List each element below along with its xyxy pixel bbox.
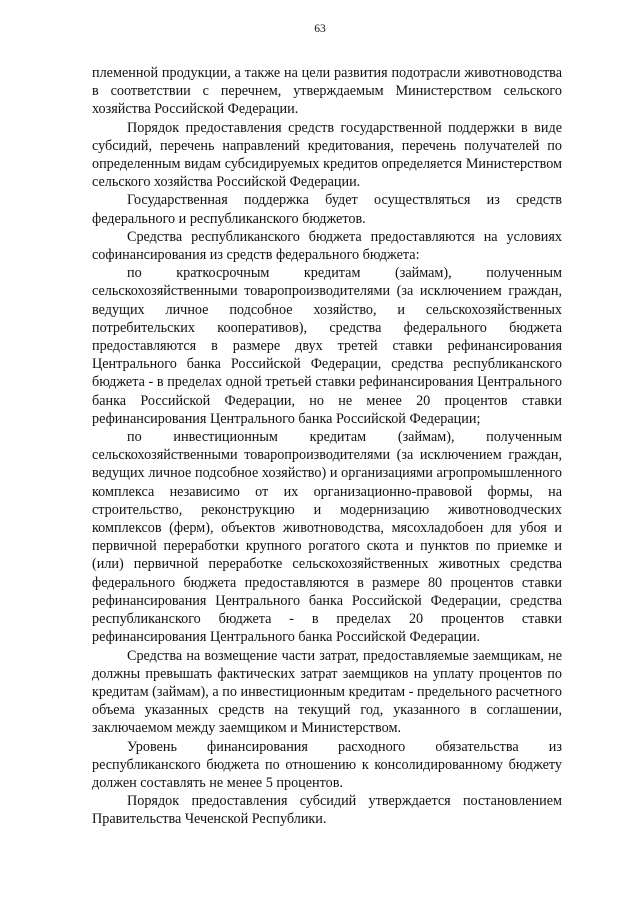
paragraph-5: по краткосрочным кредитам (займам), полученным сельскохозяйственными товаропроизводителями (за исключением граждан, ведущих личное подсобное хозяйство, и сельскохозяйственных потребительских кооперативов), средства федерального бюджета предоставляются в размере двух третей ставки рефинансирования Центрального банка Российской Федерации, средства республиканского бюджета - в пределах одной третьей ставки рефинансирования Центрального банка Российской Федерации, но не менее 20 процентов ставки рефинансирования Центрального банка Российской Федерации; [92,265,562,427]
paragraph-8: Уровень финансирования расходного обязательства из республиканского бюджета по отношению к консолидированному бюджету должен составлять не менее 5 процентов. [92,738,562,791]
paragraph-6: по инвестиционным кредитам (займам), полученным сельскохозяйственными товаропроизводителями (за исключением граждан, ведущих личное подсобное хозяйство) и организациями агропромышленного комплекса независимо от их организационно-правовой формы, на строительство, реконструкцию и модернизацию животноводческих комплексов (ферм), объектов животноводства, мясохладобоен для убоя и первичной переработки крупного рогатого скота и пунктов по приемке и (или) первичной переработке сельскохозяйственных животных средства федерального бюджета предоставляются в размере 80 процентов ставки рефинансирования Центрального банка Российской Федерации, средства республиканского бюджета - в пределах 20 процентов ставки рефинансирования Центрального банка Российской Федерации. [92,429,562,646]
paragraph-7: Средства на возмещение части затрат, предоставляемые заемщикам, не должны превышать фактических затрат заемщиков на уплату процентов по кредитам (займам), а по инвестиционным кредитам - предельного расчетного объема указанных средств на текущий год, указанного в соглашении, заключаемом между заемщиком и Министерством. [92,647,562,737]
document-body [92,64,562,829]
page-number: 63 [314,23,326,35]
paragraph-1: племенной продукции, а также на цели развития подотрасли животноводства в соответствии с перечнем, утверждаемым Министерством сельского хозяйства Российской Федерации. [92,65,562,118]
paragraph-4: Средства республиканского бюджета предоставляются на условиях софинансирования из средств федерального бюджета: [92,228,562,264]
paragraph-2: Порядок предоставления средств государственной поддержки в виде субсидий, перечень направлений кредитования, перечень получателей по определенным видам субсидируемых кредитов определяется Министерством сельского хозяйства Российской Федерации. [92,119,562,191]
paragraph-3: Государственная поддержка будет осуществляться из средств федерального и республиканского бюджетов. [92,192,562,227]
paragraph-9: Порядок предоставления субсидий утверждается постановлением Правительства Чеченской Республики. [92,793,562,828]
